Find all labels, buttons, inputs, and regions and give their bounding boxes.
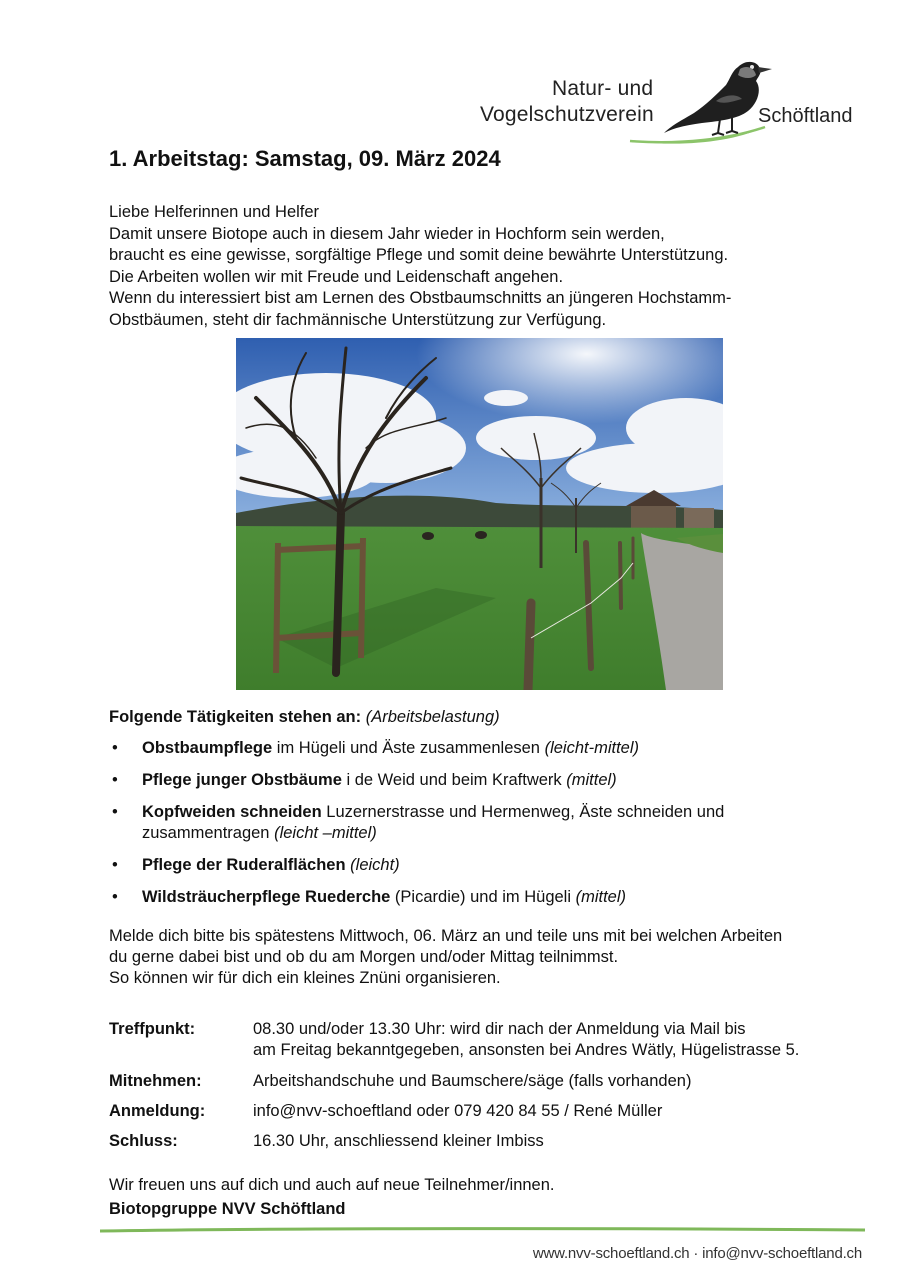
task-load: (leicht-mittel)	[544, 739, 640, 757]
intro-line: Obstbäumen, steht dir fachmännische Unterstützung zur Verfügung.	[109, 310, 607, 329]
intro-line: Die Arbeiten wollen wir mit Freude und Leidenschaft angehen.	[109, 267, 564, 286]
bullet-icon: •	[112, 888, 118, 906]
footer-contact: www.nvv-schoeftland.ch · info@nvv-schoeftland.ch	[532, 1245, 862, 1262]
mitnehmen-label: Mitnehmen:	[109, 1072, 202, 1090]
task-title: Obstbaumpflege	[142, 739, 273, 757]
schluss-label: Schluss:	[109, 1132, 178, 1150]
task-text: im Hügeli und Äste zusammenlesen	[272, 739, 545, 757]
tasks-list	[109, 738, 829, 919]
task-title: Wildsträucherpflege Ruederche	[142, 888, 391, 906]
bullet-icon: •	[112, 771, 118, 789]
task-load: (mittel)	[575, 888, 627, 906]
intro-line: braucht es eine gewisse, sorgfältige Pflege und somit deine bewährte Unterstützung.	[109, 246, 729, 264]
list-item	[109, 802, 829, 844]
logo	[480, 55, 865, 155]
list-item	[109, 770, 829, 791]
task-title: Pflege junger Obstbäume	[142, 771, 342, 789]
intro-text	[109, 202, 829, 331]
anmeldung-value: info@nvv-schoeftland oder 079 420 84 55 / René Müller	[253, 1102, 663, 1120]
list-item	[109, 887, 829, 908]
treffpunkt-label: Treffpunkt:	[109, 1020, 196, 1038]
task-load: (leicht –mittel)	[274, 824, 377, 842]
logo-text-line2: Vogelschutzverein	[480, 103, 654, 126]
mitnehmen-value: Arbeitshandschuhe und Baumschere/säge (falls vorhanden)	[253, 1072, 692, 1090]
footer-divider	[100, 1226, 865, 1234]
logo-text-line3: Schöftland	[758, 105, 853, 127]
schluss-value: 16.30 Uhr, anschliessend kleiner Imbiss	[253, 1132, 544, 1150]
task-text: Luzernerstrasse und Hermenweg, Äste schneiden und zusammentragen	[142, 803, 725, 842]
jackdaw-icon	[664, 62, 772, 135]
signup-line: So können wir für dich ein kleines Znüni organisieren.	[109, 969, 501, 987]
closing-line: Wir freuen uns auf dich und auch auf neue Teilnehmer/innen.	[109, 1176, 555, 1194]
list-item	[109, 855, 829, 876]
treffpunkt-line: am Freitag bekanntgegeben, ansonsten bei Andres Wätly, Hügelistrasse 5.	[253, 1041, 800, 1059]
list-item	[109, 738, 829, 759]
orchard-photo	[236, 338, 723, 690]
bullet-icon: •	[112, 803, 118, 821]
task-text: i de Weid und beim Kraftwerk	[341, 771, 567, 789]
task-load: (mittel)	[566, 771, 617, 789]
tasks-heading-italic: (Arbeitsbelastung)	[365, 708, 500, 726]
page-title: 1. Arbeitstag: Samstag, 09. März 2024	[109, 146, 501, 171]
intro-line: Damit unsere Biotope auch in diesem Jahr wieder in Hochform sein werden,	[109, 224, 665, 243]
signup-text	[109, 926, 869, 989]
signup-line: du gerne dabei bist und ob du am Morgen und/oder Mittag teilnimmst.	[109, 948, 619, 966]
treffpunkt-line: 08.30 und/oder 13.30 Uhr: wird dir nach der Anmeldung via Mail bis	[253, 1020, 746, 1038]
intro-line: Liebe Helferinnen und Helfer	[109, 203, 320, 221]
signup-line: Melde dich bitte bis spätestens Mittwoch, 06. März an und teile uns mit bei welchen Arbeiten	[109, 927, 783, 945]
tasks-heading	[109, 708, 500, 727]
signature: Biotopgruppe NVV Schöftland	[109, 1200, 346, 1218]
task-title: Kopfweiden schneiden	[142, 803, 322, 821]
bullet-icon: •	[112, 856, 118, 874]
treffpunkt-value	[253, 1019, 873, 1061]
logo-text-line1: Natur- und	[552, 77, 654, 100]
intro-line: Wenn du interessiert bist am Lernen des Obstbaumschnitts an jüngeren Hochstamm-	[109, 289, 732, 307]
bullet-icon: •	[112, 739, 118, 757]
tasks-heading-bold: Folgende Tätigkeiten stehen an:	[109, 708, 362, 726]
task-text: (Picardie) und im Hügeli	[390, 888, 576, 906]
task-load: (leicht)	[350, 856, 400, 874]
closing-block	[109, 1173, 554, 1221]
orchard-photo-image	[236, 338, 723, 690]
task-title: Pflege der Ruderalflächen	[142, 856, 346, 874]
anmeldung-label: Anmeldung:	[109, 1102, 206, 1120]
